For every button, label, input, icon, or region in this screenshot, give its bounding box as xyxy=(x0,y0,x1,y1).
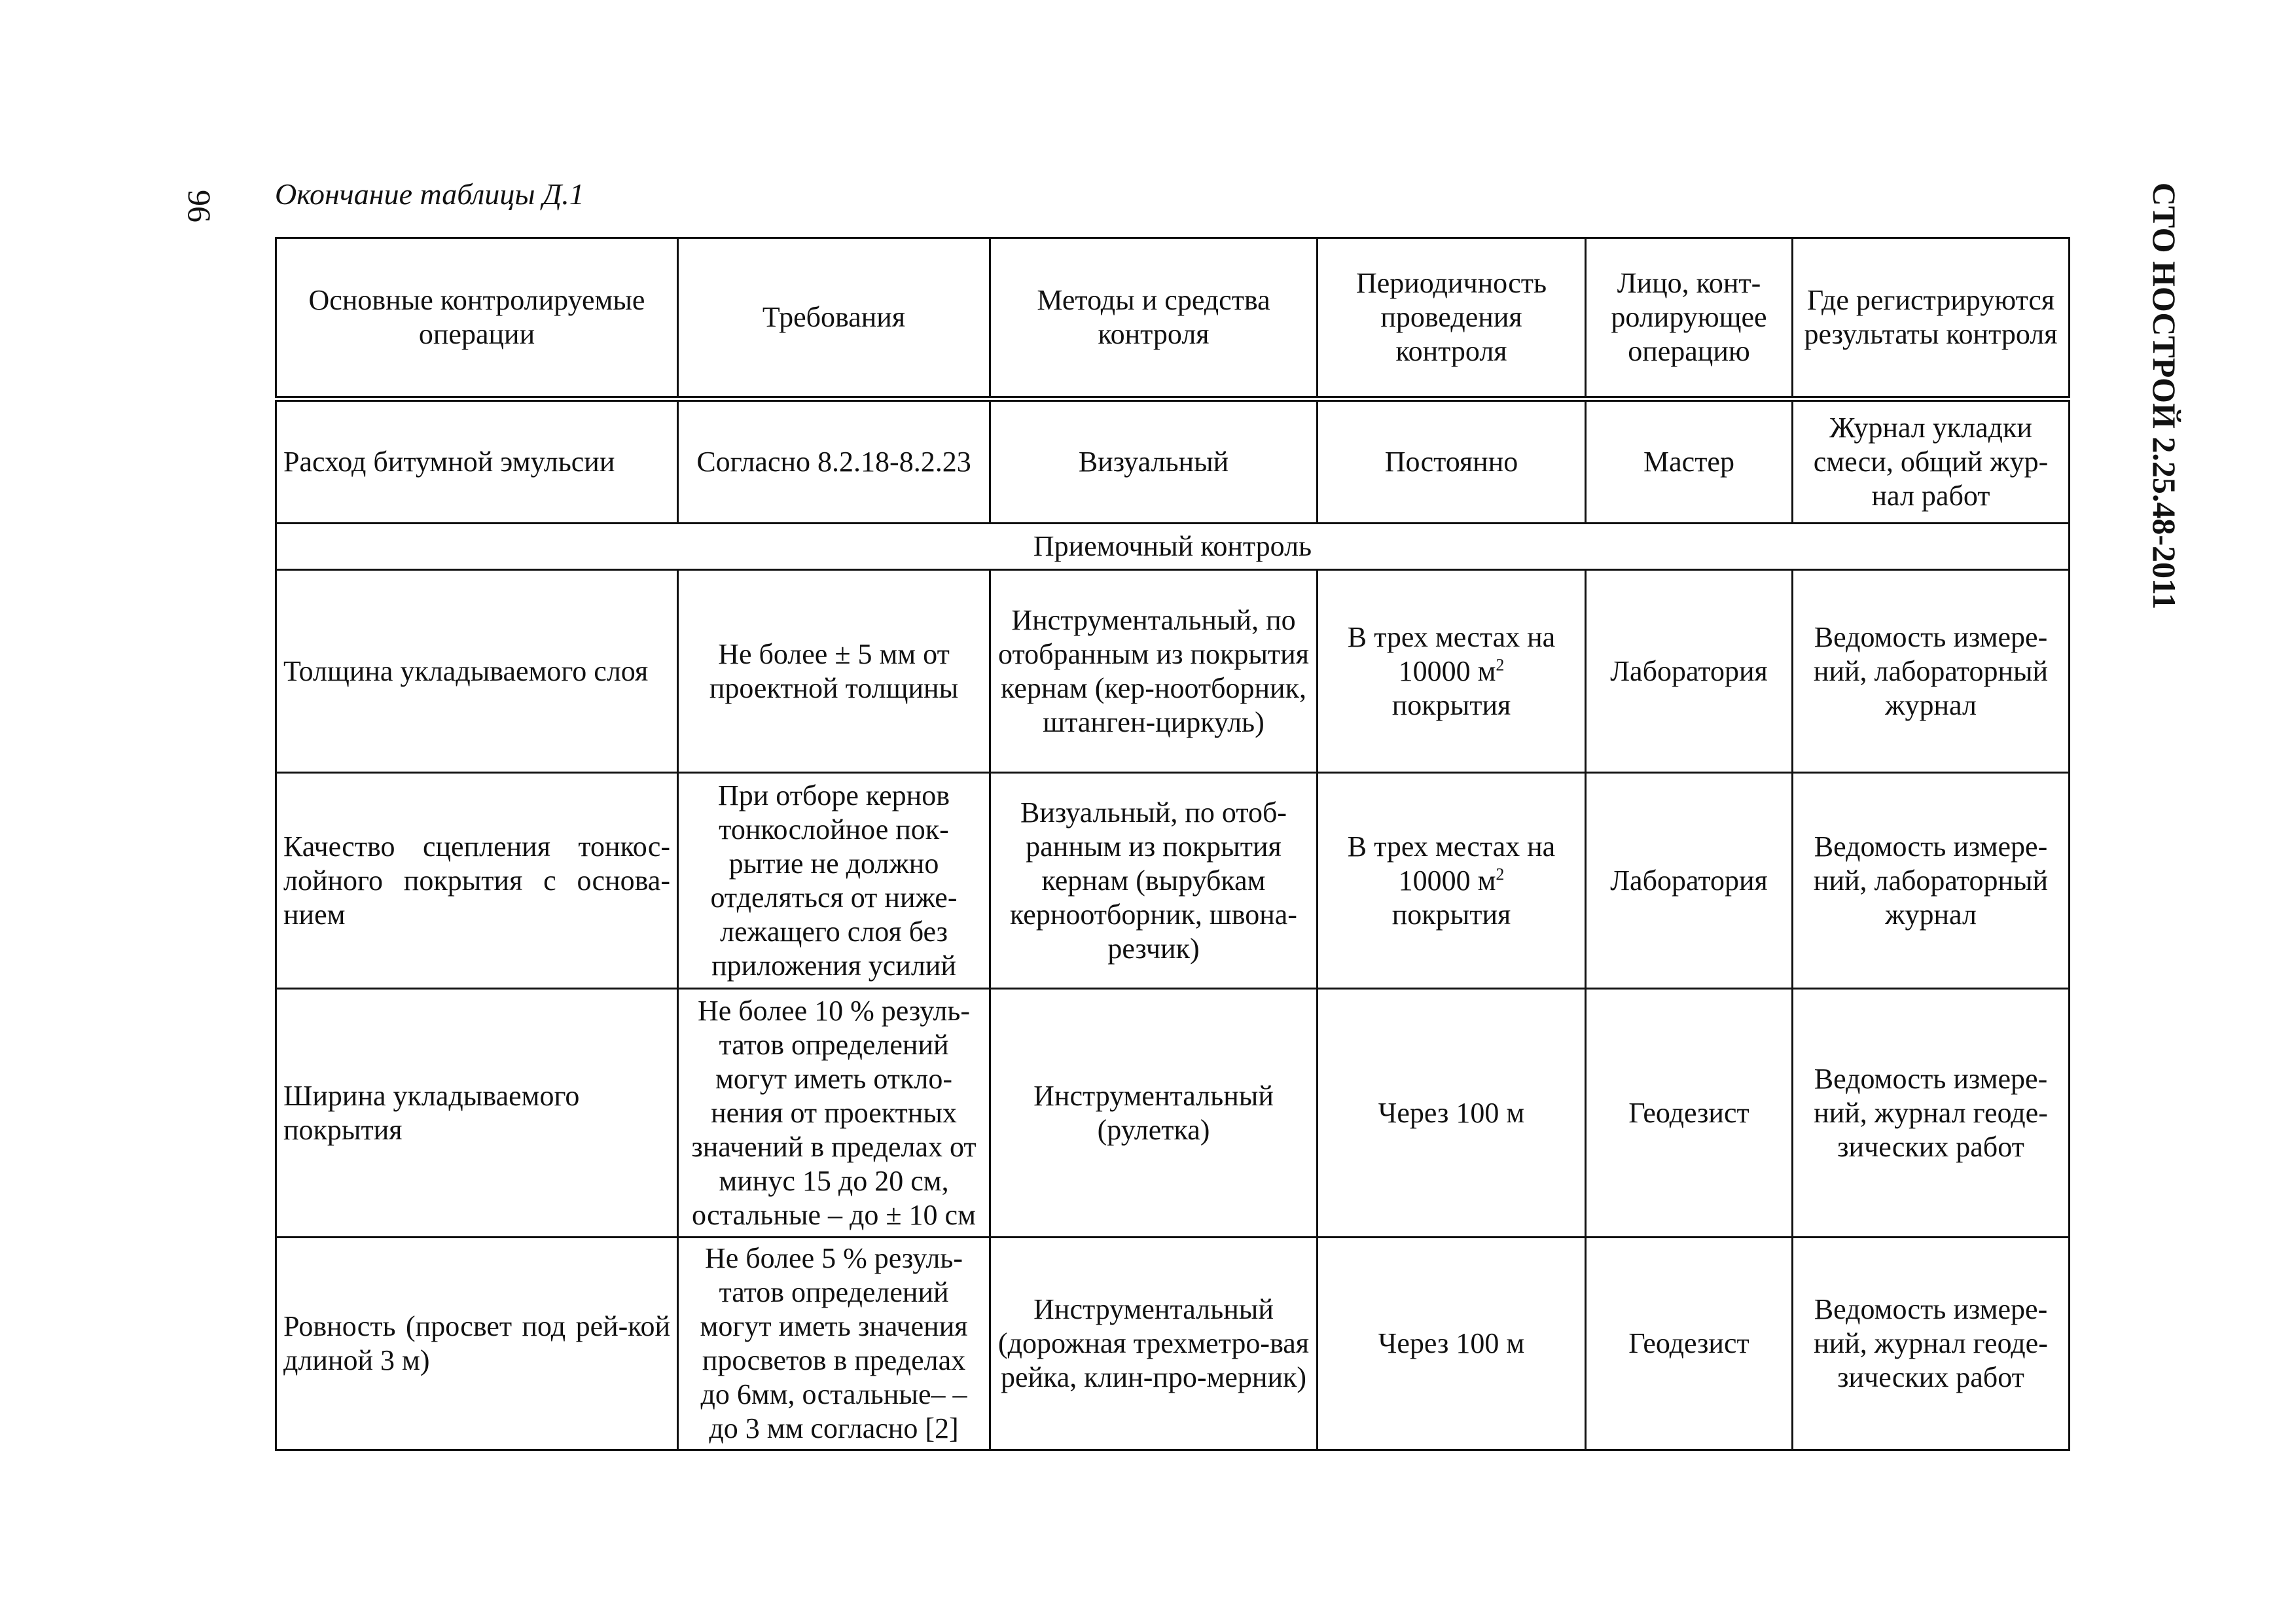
table-row xyxy=(276,1238,2070,1450)
cell-periodicity xyxy=(1318,570,1586,773)
header-operations: Основные контролируемые операции xyxy=(276,238,678,399)
cell-methods: Инструментальный (рулетка) xyxy=(990,989,1318,1238)
header-responsible: Лицо, конт-ролирующее операцию xyxy=(1586,238,1793,399)
cell-methods: Визуальный, по отоб-ранным из покрытия кернам (вырубкам керноотборник, швона-резчик) xyxy=(990,773,1318,989)
periodicity-tail: покрытия xyxy=(1391,898,1511,931)
section-title: Приемочный контроль xyxy=(276,524,2070,570)
header-methods: Методы и средства контроля xyxy=(990,238,1318,399)
cell-operation: Расход битумной эмульсии xyxy=(276,399,678,524)
cell-requirements: Не более 10 % резуль-татов определений могут иметь откло-нения от проектных значений в пределах от минус 15 до 20 см, остальные – до ± 10 см xyxy=(678,989,990,1238)
cell-methods: Визуальный xyxy=(990,399,1318,524)
cell-responsible: Лаборатория xyxy=(1586,773,1793,989)
cell-requirements: Не более 5 % резуль-татов определений могут иметь значения просветов в пределах до 6мм, остальные– – до 3 мм согласно [2] xyxy=(678,1238,990,1450)
cell-periodicity: Постоянно xyxy=(1318,399,1586,524)
cell-operation: Качество сцепления тонкос-лойного покрытия с основа-нием xyxy=(276,773,678,989)
cell-operation: Ширина укладываемого покрытия xyxy=(276,989,678,1238)
document-code-text: СТО НОСТРОЙ 2.25.48-2011 xyxy=(2146,182,2183,610)
cell-registration: Ведомость измере-ний, журнал геоде-зических работ xyxy=(1793,989,2070,1238)
document-code xyxy=(2142,182,2187,610)
cell-registration: Журнал укладки смеси, общий жур-нал работ xyxy=(1793,399,2070,524)
table-caption: Окончание таблицы Д.1 xyxy=(275,177,584,211)
section-row xyxy=(276,524,2070,570)
periodicity-text: В трех местах на 10000 м xyxy=(1347,830,1556,897)
cell-responsible: Геодезист xyxy=(1586,1238,1793,1450)
cell-periodicity xyxy=(1318,773,1586,989)
table-row xyxy=(276,773,2070,989)
periodicity-text: В трех местах на 10000 м xyxy=(1347,620,1556,687)
cell-responsible: Лаборатория xyxy=(1586,570,1793,773)
header-periodicity: Периодичность проведения контроля xyxy=(1318,238,1586,399)
cell-periodicity: Через 100 м xyxy=(1318,989,1586,1238)
cell-registration: Ведомость измере-ний, лабораторный журнал xyxy=(1793,570,2070,773)
header-row xyxy=(276,238,2070,399)
control-table xyxy=(275,237,2070,1451)
cell-methods: Инструментальный, по отобранным из покрытия кернам (кер-ноотборник, штанген-циркуль) xyxy=(990,570,1318,773)
table-row xyxy=(276,399,2070,524)
cell-requirements: Не более ± 5 мм от проектной толщины xyxy=(678,570,990,773)
page-number: 96 xyxy=(181,190,218,223)
cell-registration: Ведомость измере-ний, журнал геоде-зических работ xyxy=(1793,1238,2070,1450)
cell-periodicity: Через 100 м xyxy=(1318,1238,1586,1450)
cell-operation: Толщина укладываемого слоя xyxy=(276,570,678,773)
cell-methods: Инструментальный (дорожная трехметро-вая рейка, клин-про-мерник) xyxy=(990,1238,1318,1450)
periodicity-superscript: 2 xyxy=(1496,864,1505,883)
table-row xyxy=(276,989,2070,1238)
header-requirements: Требования xyxy=(678,238,990,399)
cell-responsible: Геодезист xyxy=(1586,989,1793,1238)
cell-operation: Ровность (просвет под рей-кой длиной 3 м) xyxy=(276,1238,678,1450)
periodicity-superscript: 2 xyxy=(1496,654,1505,674)
cell-registration: Ведомость измере-ний, лабораторный журнал xyxy=(1793,773,2070,989)
header-registration: Где регистрируются результаты контроля xyxy=(1793,238,2070,399)
cell-requirements: Согласно 8.2.18-8.2.23 xyxy=(678,399,990,524)
table-header xyxy=(276,238,2070,399)
periodicity-tail: покрытия xyxy=(1391,688,1511,721)
table-row xyxy=(276,570,2070,773)
cell-responsible: Мастер xyxy=(1586,399,1793,524)
cell-requirements: При отборе кернов тонкослойное пок-рытие не должно отделяться от ниже-лежащего слоя без приложения усилий xyxy=(678,773,990,989)
